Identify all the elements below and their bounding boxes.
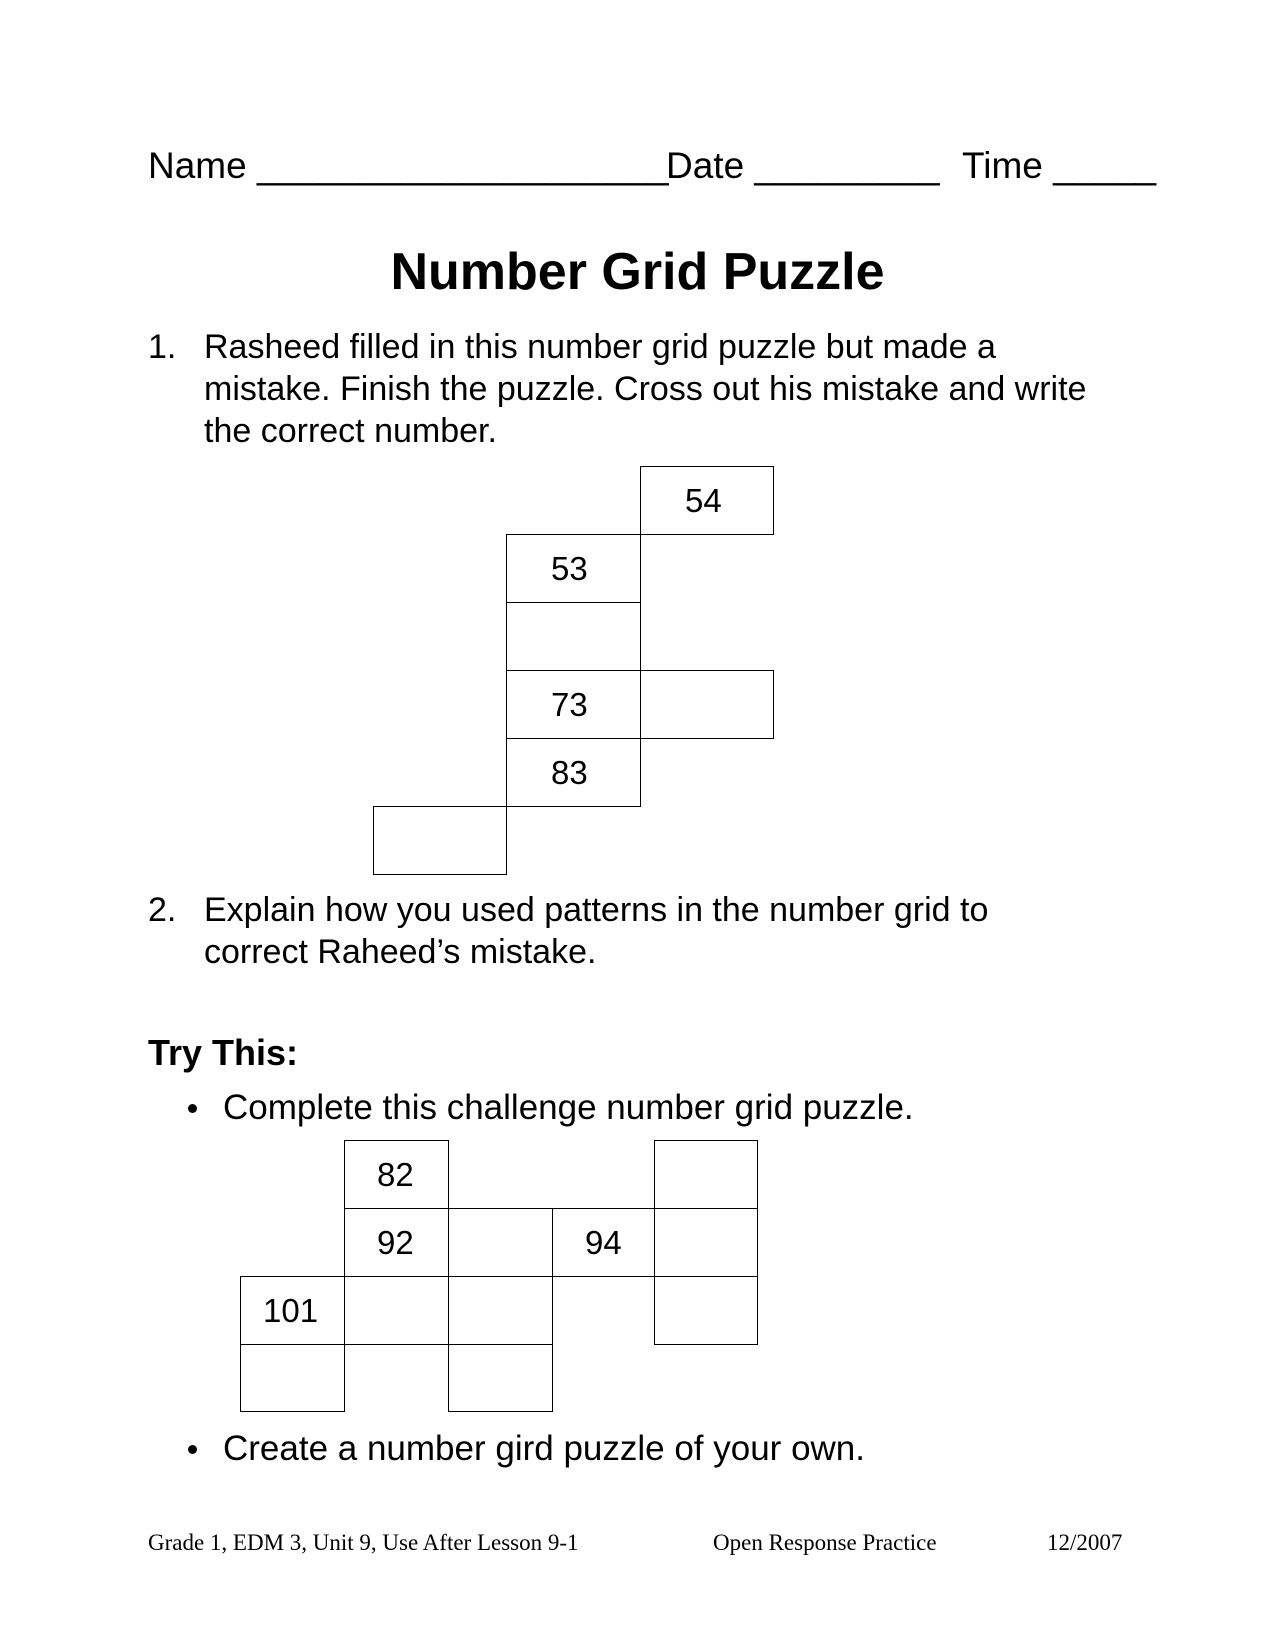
- bullet-1-text: Complete this challenge number grid puzzle.: [223, 1088, 914, 1127]
- date-field-label: Date _________: [666, 145, 940, 186]
- puzzle-1-cell: 53: [506, 534, 641, 603]
- try-this-heading: Try This:: [148, 1032, 299, 1073]
- question-1: [148, 326, 1108, 456]
- question-2: [148, 889, 1108, 979]
- puzzle-2-cell: 101: [240, 1276, 345, 1345]
- puzzle-2-cell: [654, 1208, 758, 1277]
- puzzle-2-cell: [654, 1140, 758, 1209]
- time-field-label: Time _____: [962, 145, 1157, 186]
- puzzle-2-cell: [448, 1276, 553, 1345]
- puzzle-1-cell: [640, 670, 774, 739]
- puzzle-2-cell: [448, 1344, 553, 1412]
- bullet-2-text: Create a number gird puzzle of your own.: [223, 1429, 865, 1468]
- puzzle-2-cell: 94: [552, 1208, 655, 1277]
- question-2-text: Explain how you used patterns in the number grid to correct Raheed’s mistake.: [204, 891, 989, 971]
- question-1-number: 1.: [148, 328, 177, 366]
- try-this-bullet-1: [188, 1088, 1088, 1128]
- puzzle-1-cell: [373, 806, 507, 875]
- question-1-text: Rasheed filled in this number grid puzzle but made a mistake. Finish the puzzle. Cross out his mistake and write the correct number.: [204, 328, 1087, 450]
- name-field-label: Name ____________________: [148, 145, 669, 186]
- puzzle-1-cell: 54: [640, 466, 774, 535]
- page-title: Number Grid Puzzle: [390, 243, 885, 301]
- question-2-number: 2.: [148, 891, 177, 929]
- puzzle-2-cell: [654, 1276, 758, 1345]
- try-this-bullet-2: [188, 1429, 1088, 1469]
- footer-practice-type: Open Response Practice: [713, 1530, 937, 1555]
- puzzle-2-cell: 92: [344, 1208, 449, 1277]
- puzzle-1-cell: 73: [506, 670, 641, 739]
- footer-lesson-info: Grade 1, EDM 3, Unit 9, Use After Lesson 9-1: [148, 1530, 579, 1555]
- puzzle-2-cell: 82: [344, 1140, 449, 1209]
- puzzle-2-cell: [448, 1208, 553, 1277]
- footer-date: 12/2007: [1047, 1530, 1123, 1555]
- puzzle-1-cell: 83: [506, 738, 641, 807]
- puzzle-2-cell: [240, 1344, 345, 1412]
- puzzle-2-cell: [344, 1276, 449, 1345]
- bullet-icon: [188, 1104, 197, 1113]
- puzzle-1-cell: [506, 602, 641, 671]
- bullet-icon: [188, 1445, 197, 1454]
